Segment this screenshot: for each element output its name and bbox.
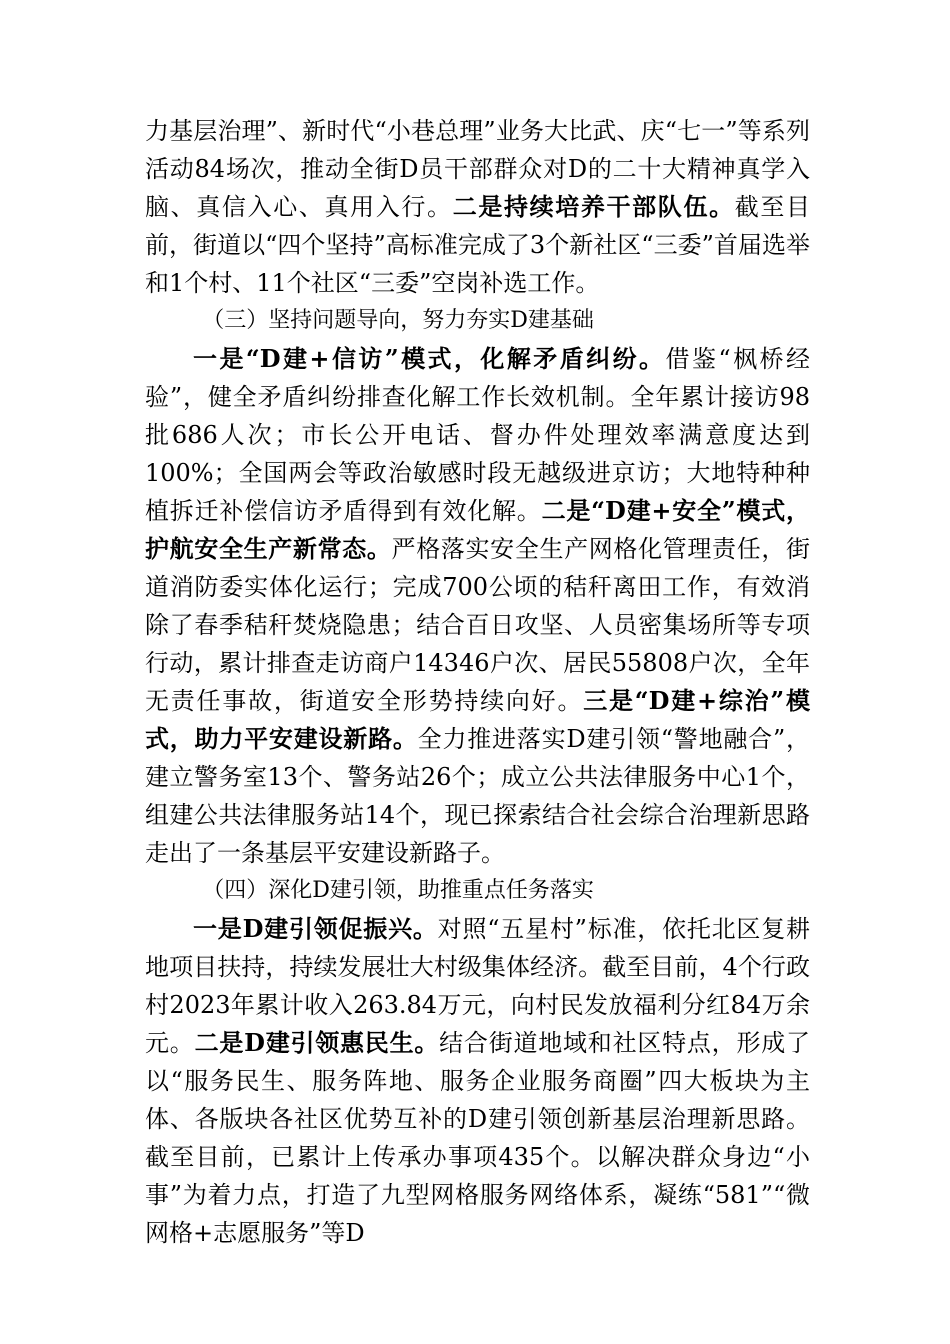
bold-lead-phrase: 二是D建引领惠民生。 (194, 1028, 440, 1057)
paragraph-text: 结合街道地域和社区特点，形成了以“服务民生、服务阵地、服务企业服务商圈”四大板块为主体、各版块各社区优势互补的D建引领创新基层治理新思路。截至目前，已累计上传承办事项435个。以解决群众身边“小事”为着力点，打造了九型网格服务网络体系，凝练“581”“微网格+志愿服务”等D (145, 1029, 811, 1247)
paragraph-text: 力基层治理”、新时代“小巷总理”业务大比武、庆“七一”等系列活动84场次，推动全街D员干部群众对D的二十大精神真学入脑、真信入心、真用入行。 (145, 117, 810, 221)
body-paragraph (145, 112, 810, 302)
paragraph-text: 截至目前，街道以“四个坚持”高标准完成了3个新社区“三委”首届选举和1个村、11个社区“三委”空岗补选工作。 (145, 193, 811, 297)
body-paragraph (145, 340, 810, 872)
document-body (145, 112, 810, 1252)
bold-lead-phrase: 二是持续培养干部队伍。 (452, 192, 735, 221)
bold-lead-phrase: 一是D建引领促振兴。 (193, 914, 438, 943)
bold-lead-phrase: 一是“D建+信访”模式，化解矛盾纠纷。 (193, 344, 666, 373)
body-paragraph (145, 910, 810, 1252)
bold-lead-phrase: 三是“D建+综治”模式，助力平安建设新路。 (145, 686, 811, 753)
paragraph-text: 对照“五星村”标准，依托北区复耕地项目扶持，持续发展壮大村级集体经济。截至目前，4个行政村2023年累计收入263.84万元，向村民发放福利分红84万余元。 (145, 915, 810, 1057)
paragraph-text: 全力推进落实D建引领“警地融合”，建立警务室13个、警务站26个；成立公共法律服务中心1个，组建公共法律服务站14个，现已探索结合社会综合治理新思路走出了一条基层平安建设新路子。 (145, 725, 811, 867)
section-heading: （三）坚持问题导向，努力夯实D建基础 (202, 308, 594, 333)
bold-lead-phrase: 二是“D建+安全”模式，护航安全生产新常态。 (145, 496, 811, 563)
paragraph-text: 严格落实安全生产网格化管理责任，街道消防委实体化运行；完成700公顷的秸秆离田工作，有效消除了春季秸秆焚烧隐患；结合百日攻坚、人员密集场所等专项行动，累计排查走访商户14346户次、居民55808户次，全年无责任事故，街道安全形势持续向好。 (145, 535, 811, 715)
paragraph-text: 借鉴“枫桥经验”，健全矛盾纠纷排查化解工作长效机制。全年累计接访98批686人次；市长公开电话、督办件处理效率满意度达到100%；全国两会等政治敏感时段无越级进京访；大地特种种植拆迁补偿信访矛盾得到有效化解。 (145, 345, 810, 525)
section-heading: （四）深化D建引领，助推重点任务落实 (202, 878, 594, 903)
